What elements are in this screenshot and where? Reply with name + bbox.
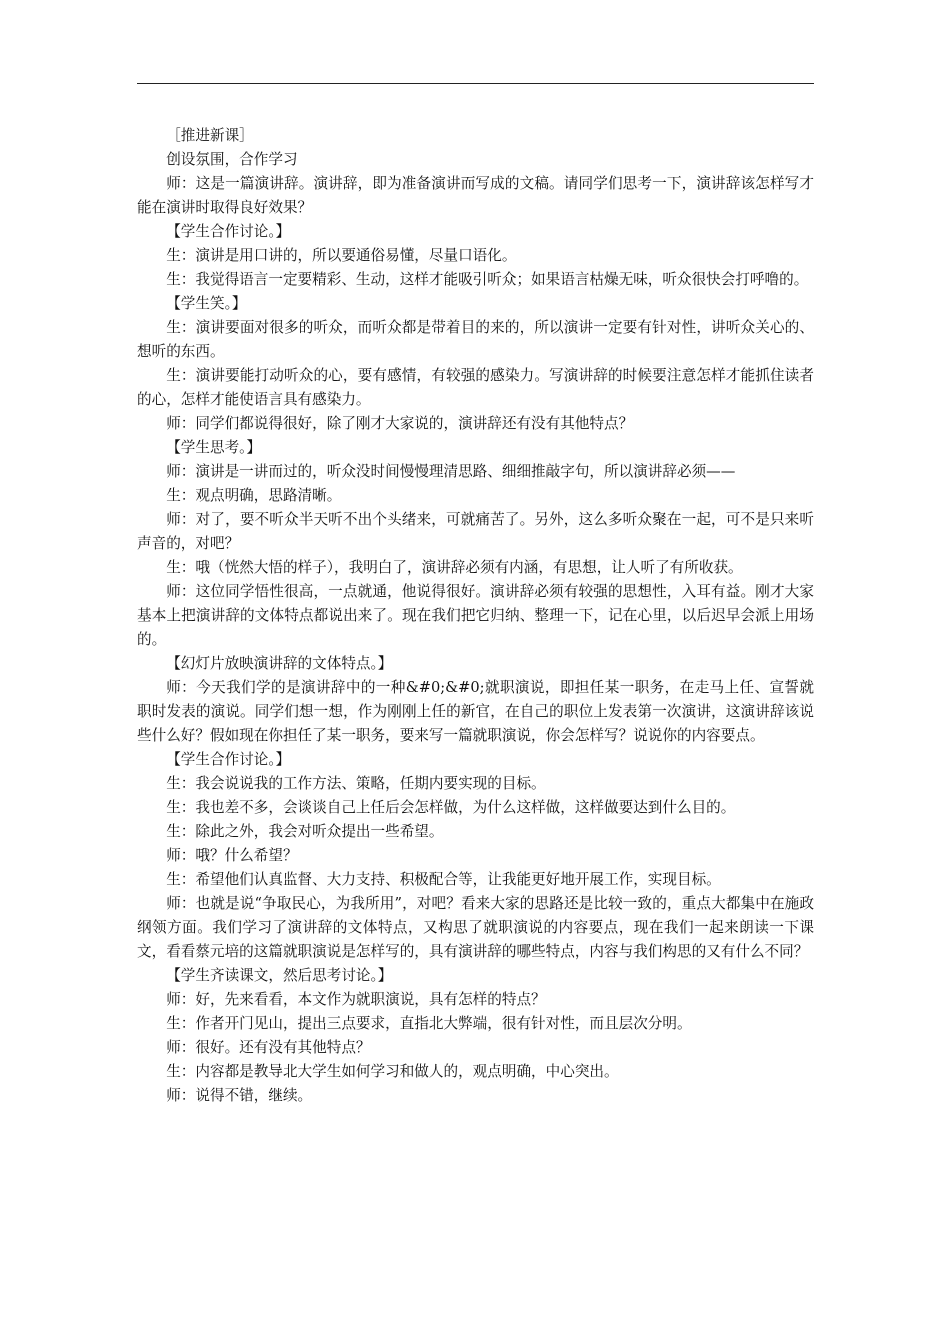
paragraph: 师：同学们都说得很好，除了刚才大家说的，演讲辞还有没有其他特点？ xyxy=(166,415,634,432)
paragraph: 生：除此之外，我会对听众提出一些希望。 xyxy=(166,823,444,840)
stage-direction: 【学生齐读课文，然后思考讨论。】 xyxy=(166,967,393,984)
header-rule xyxy=(137,83,814,84)
paragraph: 师：对了，要不听众半天听不出个头绪来，可就痛苦了。另外，这么多听众聚在一起，可不是只来听声音的，对吧？ xyxy=(137,511,814,552)
subheading: 创设氛围，合作学习 xyxy=(166,151,298,168)
paragraph: 生：演讲要面对很多的听众，而听众都是带着目的来的，所以演讲一定要有针对性，讲听众关心的、想听的东西。 xyxy=(137,319,814,360)
paragraph: 生：我也差不多，会谈谈自己上任后会怎样做，为什么这样做，这样做要达到什么目的。 xyxy=(166,799,736,816)
stage-direction: 【学生合作讨论。】 xyxy=(166,223,291,240)
paragraph: 生：我觉得语言一定要精彩、生动，这样才能吸引听众；如果语言枯燥无味，听众很快会打呼噜的。 xyxy=(166,271,809,288)
paragraph: 师：这是一篇演讲辞。演讲辞，即为准备演讲而写成的文稿。请同学们思考一下，演讲辞该怎样写才能在演讲时取得良好效果？ xyxy=(137,175,814,216)
paragraph: 生：希望他们认真监督、大力支持、积极配合等，让我能更好地开展工作，实现目标。 xyxy=(166,871,721,888)
paragraph: 生：作者开门见山，提出三点要求，直指北大弊端，很有针对性，而且层次分明。 xyxy=(166,1015,692,1032)
paragraph: 师：好，先来看看，本文作为就职演说，具有怎样的特点？ xyxy=(166,991,546,1008)
paragraph: 师：哦？什么希望？ xyxy=(166,847,298,864)
stage-direction: 【学生思考。】 xyxy=(166,439,262,456)
stage-direction: 【幻灯片放映演讲辞的文体特点。】 xyxy=(166,655,393,672)
paragraph: 生：演讲是用口讲的，所以要通俗易懂，尽量口语化。 xyxy=(166,247,517,264)
lesson-body xyxy=(137,124,814,1108)
paragraph: 师：也就是说“争取民心，为我所用”，对吧？看来大家的思路还是比较一致的，重点大都集中在施政纲领方面。我们学习了演讲辞的文体特点，又构思了就职演说的内容要点，现在我们一起来朗读一下课文，看看蔡元培的这篇就职演说是怎样写的，具有演讲辞的哪些特点，内容与我们构思的又有什么不同？ xyxy=(137,895,814,960)
paragraph: 师：这位同学悟性很高，一点就通，他说得很好。演讲辞必须有较强的思想性，入耳有益。刚才大家基本上把演讲辞的文体特点都说出来了。现在我们把它归纳、整理一下，记在心里，以后迟早会派上用场的。 xyxy=(137,583,814,648)
paragraph: 生：哦（恍然大悟的样子），我明白了，演讲辞必须有内涵，有思想，让人听了有所收获。 xyxy=(166,559,743,576)
section-heading: ［推进新课］ xyxy=(166,127,254,144)
paragraph: 生：我会说说我的工作方法、策略，任期内要实现的目标。 xyxy=(166,775,546,792)
stage-direction: 【学生合作讨论。】 xyxy=(166,751,291,768)
stage-direction: 【学生笑。】 xyxy=(166,295,247,312)
paragraph: 生：观点明确，思路清晰。 xyxy=(166,487,342,504)
paragraph: 生：演讲要能打动听众的心，要有感情，有较强的感染力。写演讲辞的时候要注意怎样才能抓住读者的心，怎样才能使语言具有感染力。 xyxy=(137,367,814,408)
paragraph: 生：内容都是教导北大学生如何学习和做人的，观点明确，中心突出。 xyxy=(166,1063,619,1080)
paragraph: 师：演讲是一讲而过的，听众没时间慢慢理清思路、细细推敲字句，所以演讲辞必须—— xyxy=(166,463,736,480)
paragraph: 师：很好。还有没有其他特点？ xyxy=(166,1039,371,1056)
paragraph: 师：说得不错，继续。 xyxy=(166,1087,313,1104)
paragraph: 师：今天我们学的是演讲辞中的一种&#0;&#0;就职演说，即担任某一职务，在走马上任、宣誓就职时发表的演说。同学们想一想，作为刚刚上任的新官，在自己的职位上发表第一次演讲，这演讲辞该说些什么好？假如现在你担任了某一职务，要来写一篇就职演说，你会怎样写？说说你的内容要点。 xyxy=(137,679,814,744)
